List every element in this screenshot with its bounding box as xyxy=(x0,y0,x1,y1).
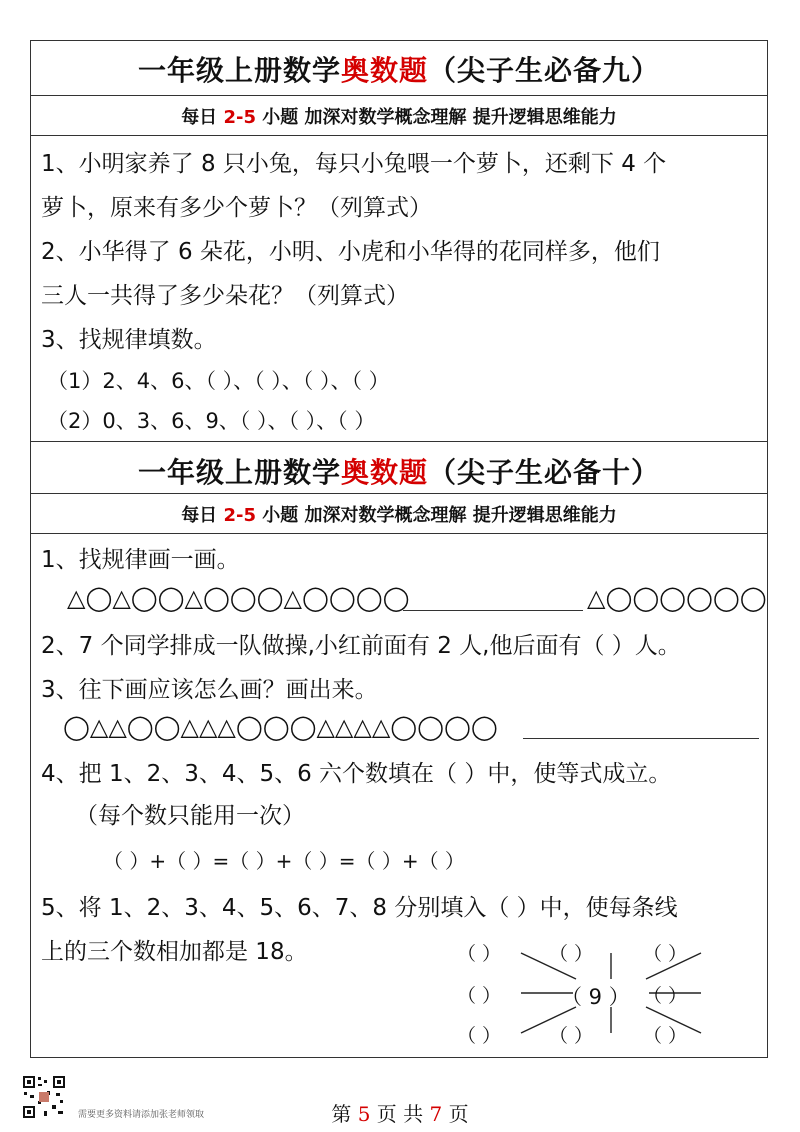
blank-top-left: （ ） xyxy=(457,943,502,965)
s2-q4-line2: （每个数只能用一次） xyxy=(75,803,305,829)
s2-q1-sequence: △◯△◯◯△◯◯◯△◯◯◯◯ xyxy=(67,584,410,612)
section1-title: 一年级上册数学奥数题（尖子生必备九） xyxy=(137,54,661,87)
divider xyxy=(31,135,767,136)
answer-blank xyxy=(523,738,759,739)
section1-subtitle: 每日 2-5 小题 加深对数学概念理解 提升逻辑思维能力 xyxy=(181,107,617,128)
answer-blank xyxy=(403,610,583,611)
page-number: 第 5 页 共 7 页 xyxy=(331,1102,469,1126)
section2-subtitle: 每日 2-5 小题 加深对数学概念理解 提升逻辑思维能力 xyxy=(181,505,617,526)
blank-bottom-right: （ ） xyxy=(643,1025,688,1047)
worksheet xyxy=(30,40,768,1058)
footer-note: 需要更多资料请添加张老师领取 xyxy=(78,1110,205,1120)
section2-title: 一年级上册数学奥数题（尖子生必备十） xyxy=(137,456,661,489)
s1-q1-line2: 萝卜，原来有多少个萝卜？（列算式） xyxy=(41,195,432,221)
s2-q3: 3、往下画应该怎么画？画出来。 xyxy=(41,677,378,703)
s1-q2-line2: 三人一共得了多少朵花？（列算式） xyxy=(41,283,409,309)
blank-top-middle: （ ） xyxy=(549,943,594,965)
divider xyxy=(31,441,767,442)
s1-q3: 3、找规律填数。 xyxy=(41,327,217,353)
center-nine: （ 9 ） xyxy=(561,985,630,1009)
s2-q2: 2、7 个同学排成一队做操,小红前面有 2 人,他后面有（ ）人。 xyxy=(41,633,681,659)
divider xyxy=(31,95,767,96)
divider xyxy=(31,533,767,534)
s2-q1: 1、找规律画一画。 xyxy=(41,547,240,573)
s1-q3-2: （2）0、3、6、9、（ ）、（ ）、（ ） xyxy=(47,409,376,433)
s2-q5-line2: 上的三个数相加都是 18。 xyxy=(41,939,308,965)
s1-q2-line1: 2、小华得了 6 朵花，小明、小虎和小华得的花同样多，他们 xyxy=(41,239,660,265)
blank-middle-left: （ ） xyxy=(457,985,502,1007)
s1-q1-line1: 1、小明家养了 8 只小兔，每只小兔喂一个萝卜，还剩下 4 个 xyxy=(41,151,667,177)
divider xyxy=(31,493,767,494)
s1-q3-1: （1）2、4、6、（ ）、（ ）、（ ）、（ ） xyxy=(47,369,390,393)
blank-top-right: （ ） xyxy=(643,943,688,965)
s2-q5-line1: 5、将 1、2、3、4、5、6、7、8 分别填入（ ）中，使每条线 xyxy=(41,895,678,921)
blank-bottom-left: （ ） xyxy=(457,1025,502,1047)
blank-middle-right: （ ） xyxy=(643,985,688,1007)
s2-q4-equation: （ ）+（ ）=（ ）+（ ）=（ ）+（ ） xyxy=(103,849,465,873)
s2-q1-sequence-end: △◯◯◯◯◯◯ xyxy=(587,584,767,612)
blank-bottom-middle: （ ） xyxy=(549,1025,594,1047)
s2-q3-sequence: ◯△△◯◯△△△◯◯◯△△△△◯◯◯◯ xyxy=(63,713,498,741)
s2-q4-line1: 4、把 1、2、3、4、5、6 六个数填在（ ）中，使等式成立。 xyxy=(41,761,672,787)
